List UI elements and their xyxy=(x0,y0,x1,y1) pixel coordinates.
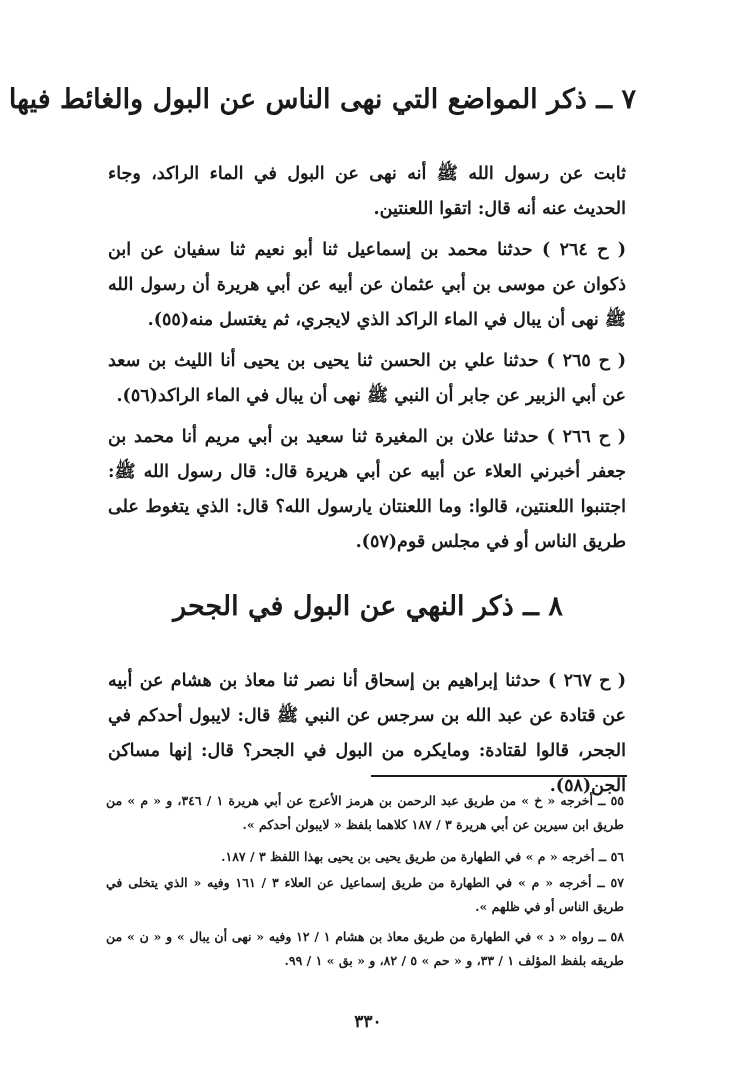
section-7-intro: ثابت عن رسول الله ﷺ أنه نهى عن البول في الماء الراكد، وجاء الحديث عنه أنه قال: اتقوا اللعنتين. xyxy=(108,164,626,219)
hadith-267: ( ح ٢٦٧ ) حدثنا إبراهيم بن إسحاق أنا نصر ثنا معاذ بن هشام عن أبيه عن قتادة عن عبد الله بن سرجس عن النبي ﷺ قال: لايبول أحدكم في الجحر، قالوا لقتادة: ومايكره من البول في الجحر؟ قال: إنها مساكن الجن(٥٨). xyxy=(108,671,626,796)
section-8-heading: ٨ ــ ذكر النهي عن البول في الجحر xyxy=(173,591,563,622)
section-7-heading: ٧ ــ ذكر المواضع التي نهى الناس عن البول والغائط فيها xyxy=(8,84,636,115)
hadith-265: ( ح ٢٦٥ ) حدثنا علي بن الحسن ثنا يحيى بن يحيى أنا الليث بن سعد عن أبي الزبير عن جابر أن النبي ﷺ نهى أن يبال في الماء الراكد(٥٦). xyxy=(108,351,626,406)
footnote-57: ٥٧ ــ أخرجه « م » في الطهارة من طريق إسماعيل عن العلاء ٣ / ١٦١ وفيه « الذي يتخلى في طريق الناس أو في ظلهم ». xyxy=(106,875,624,914)
footnote-56: ٥٦ ــ أخرجه « م » في الطهارة من طريق يحيى بن يحيى بهذا اللفظ ٣ / ١٨٧. xyxy=(221,849,624,864)
footnote-55: ٥٥ ــ أخرجه « خ » من طريق عبد الرحمن بن هرمز الأعرج عن أبي هريرة ١ / ٣٤٦، و « م » من طريق ابن سيرين عن أبي هريرة ٣ / ١٨٧ كلاهما بلفظ « لايبولن أحدكم ». xyxy=(106,793,625,832)
footnote-divider xyxy=(371,775,627,777)
hadith-264: ( ح ٢٦٤ ) حدثنا محمد بن إسماعيل ثنا أبو نعيم ثنا سفيان عن ابن ذكوان عن موسى بن أبي عثمان عن أبيه عن أبي هريرة أن رسول الله ﷺ نهى أن يبال في الماء الراكد الذي لايجري، ثم يغتسل منه(٥٥). xyxy=(108,240,626,330)
hadith-266: ( ح ٢٦٦ ) حدثنا علان بن المغيرة ثنا سعيد بن أبي مريم أنا محمد بن جعفر أخبرني العلاء عن أبيه عن أبي هريرة قال: قال رسول الله ﷺ: اجتنبوا اللعنتين، قالوا: وما اللعنتان يارسول الله؟ قال: الذي يتغوط على طريق الناس أو في مجلس قوم(٥٧). xyxy=(108,427,626,552)
page-number: ٣٣٠ xyxy=(354,1012,382,1032)
footnote-58: ٥٨ ــ رواه « د » في الطهارة من طريق معاذ بن هشام ١ / ١٢ وفيه « نهى أن يبال » و « ن » من طريقه بلفظ المؤلف ١ / ٣٣، و « حم » ٥ / ٨٢، و « بق » ١ / ٩٩. xyxy=(106,929,624,968)
